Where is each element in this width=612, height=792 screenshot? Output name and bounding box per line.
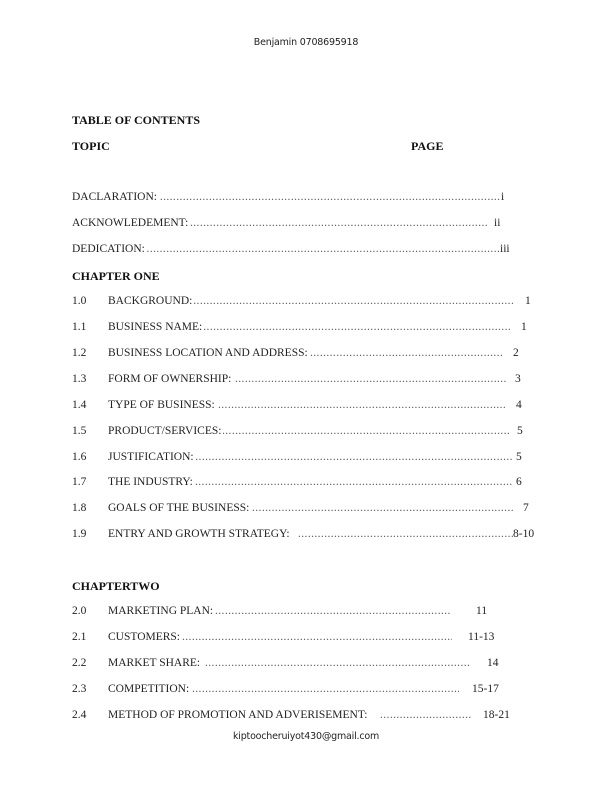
chapter-one-heading: CHAPTER ONE — [72, 269, 160, 283]
section-number: 1.6 — [72, 451, 87, 463]
toc-entry-1-0[interactable] — [0, 295, 612, 311]
toc-entry-title: THE INDUSTRY: — [108, 476, 193, 488]
section-number: 1.2 — [72, 347, 87, 359]
toc-entry-1-9[interactable] — [0, 528, 612, 544]
toc-entry-title: METHOD OF PROMOTION AND ADVERISEMENT: — [108, 709, 368, 721]
section-number: 1.4 — [72, 399, 87, 411]
toc-entry-title: BACKGROUND: — [108, 295, 193, 307]
toc-entry-page: 5 — [516, 451, 522, 463]
section-number: 1.7 — [72, 476, 87, 488]
toc-entry-1-2[interactable] — [0, 347, 612, 363]
dot-leader — [182, 631, 452, 645]
toc-entry-page: 2 — [513, 347, 519, 359]
toc-entry-title: BUSINESS NAME: — [108, 321, 203, 333]
dot-leader — [192, 683, 459, 697]
toc-entry-title: ACKNOWLEDEMENT: — [72, 217, 189, 229]
page-footer: kiptoocheruiyot430@gmail.com — [232, 731, 380, 742]
toc-entry-1-6[interactable] — [0, 451, 612, 467]
dot-leader — [310, 347, 503, 361]
toc-entry-page: 8-10 — [513, 528, 535, 540]
toc-column-page: PAGE — [411, 139, 444, 153]
toc-entry-1-8[interactable] — [0, 502, 612, 518]
toc-entry-page: 1 — [525, 295, 531, 307]
toc-entry-title: JUSTIFICATION: — [108, 451, 194, 463]
toc-entry-title: FORM OF OWNERSHIP: — [108, 373, 232, 385]
toc-entry-acknowledgement[interactable] — [0, 217, 612, 233]
toc-entry-2-2[interactable] — [0, 657, 612, 673]
toc-entry-1-4[interactable] — [0, 399, 612, 415]
dot-leader — [205, 657, 470, 671]
chapter-two-heading: CHAPTERTWO — [72, 579, 160, 593]
dot-leader — [190, 295, 515, 309]
toc-entry-2-1[interactable] — [0, 631, 612, 647]
section-number: 2.0 — [72, 605, 87, 617]
toc-entry-title: TYPE OF BUSINESS: — [108, 399, 215, 411]
dot-leader — [218, 399, 507, 413]
section-number: 2.3 — [72, 683, 87, 695]
toc-entry-page: 4 — [516, 399, 522, 411]
toc-entry-page: ii — [494, 217, 501, 229]
toc-entry-page: 3 — [515, 373, 521, 385]
dot-leader — [190, 217, 487, 231]
toc-entry-2-0[interactable] — [0, 605, 612, 621]
dot-leader — [252, 502, 514, 516]
section-number: 1.9 — [72, 528, 87, 540]
dot-leader — [195, 476, 512, 490]
section-number: 1.5 — [72, 425, 87, 437]
toc-entry-1-7[interactable] — [0, 476, 612, 492]
toc-entry-page: 11 — [476, 605, 488, 617]
toc-entry-1-3[interactable] — [0, 373, 612, 389]
dot-leader — [140, 243, 500, 257]
toc-entry-title: ENTRY AND GROWTH STRATEGY: — [108, 528, 290, 540]
toc-entry-title: GOALS OF THE BUSINESS: — [108, 502, 250, 514]
dot-leader — [150, 191, 500, 205]
dot-leader — [298, 528, 513, 542]
dot-leader — [222, 425, 509, 439]
dot-leader — [380, 709, 471, 723]
toc-entry-2-4[interactable] — [0, 709, 612, 725]
toc-entry-title: MARKETING PLAN: — [108, 605, 214, 617]
toc-title: TABLE OF CONTENTS — [72, 113, 201, 127]
toc-entry-2-3[interactable] — [0, 683, 612, 699]
toc-entry-1-5[interactable] — [0, 425, 612, 441]
toc-entry-page: 1 — [521, 321, 527, 333]
toc-entry-page: 15-17 — [472, 683, 499, 695]
page-header: Benjamin 0708695918 — [253, 37, 359, 48]
section-number: 2.1 — [72, 631, 87, 643]
toc-entry-title: BUSINESS LOCATION AND ADDRESS: — [108, 347, 308, 359]
toc-entry-1-1[interactable] — [0, 321, 612, 337]
toc-column-topic: TOPIC — [72, 139, 110, 153]
toc-entry-title: CUSTOMERS: — [108, 631, 181, 643]
section-number: 2.2 — [72, 657, 87, 669]
section-number: 1.0 — [72, 295, 87, 307]
toc-entry-page: iii — [500, 243, 510, 255]
toc-entry-title: PRODUCT/SERVICES: — [108, 425, 222, 437]
dot-leader — [215, 605, 451, 619]
section-number: 2.4 — [72, 709, 87, 721]
section-number: 1.3 — [72, 373, 87, 385]
toc-entry-page: 7 — [523, 502, 529, 514]
toc-entry-page: 11-13 — [468, 631, 495, 643]
toc-entry-declaration[interactable] — [0, 191, 612, 207]
toc-entry-dedication[interactable] — [0, 243, 612, 259]
toc-entry-page: i — [501, 191, 505, 203]
dot-leader — [200, 321, 510, 335]
toc-entry-page: 14 — [487, 657, 499, 669]
toc-entry-title: COMPETITION: — [108, 683, 190, 695]
toc-entry-page: 5 — [517, 425, 523, 437]
section-number: 1.8 — [72, 502, 87, 514]
dot-leader — [235, 373, 506, 387]
toc-entry-page: 6 — [516, 476, 522, 488]
toc-entry-title: MARKET SHARE: — [108, 657, 201, 669]
toc-entry-page: 18-21 — [483, 709, 510, 721]
section-number: 1.1 — [72, 321, 87, 333]
toc-entry-title: DEDICATION: — [72, 243, 145, 255]
dot-leader — [192, 451, 512, 465]
toc-entry-title: DACLARATION: — [72, 191, 157, 203]
